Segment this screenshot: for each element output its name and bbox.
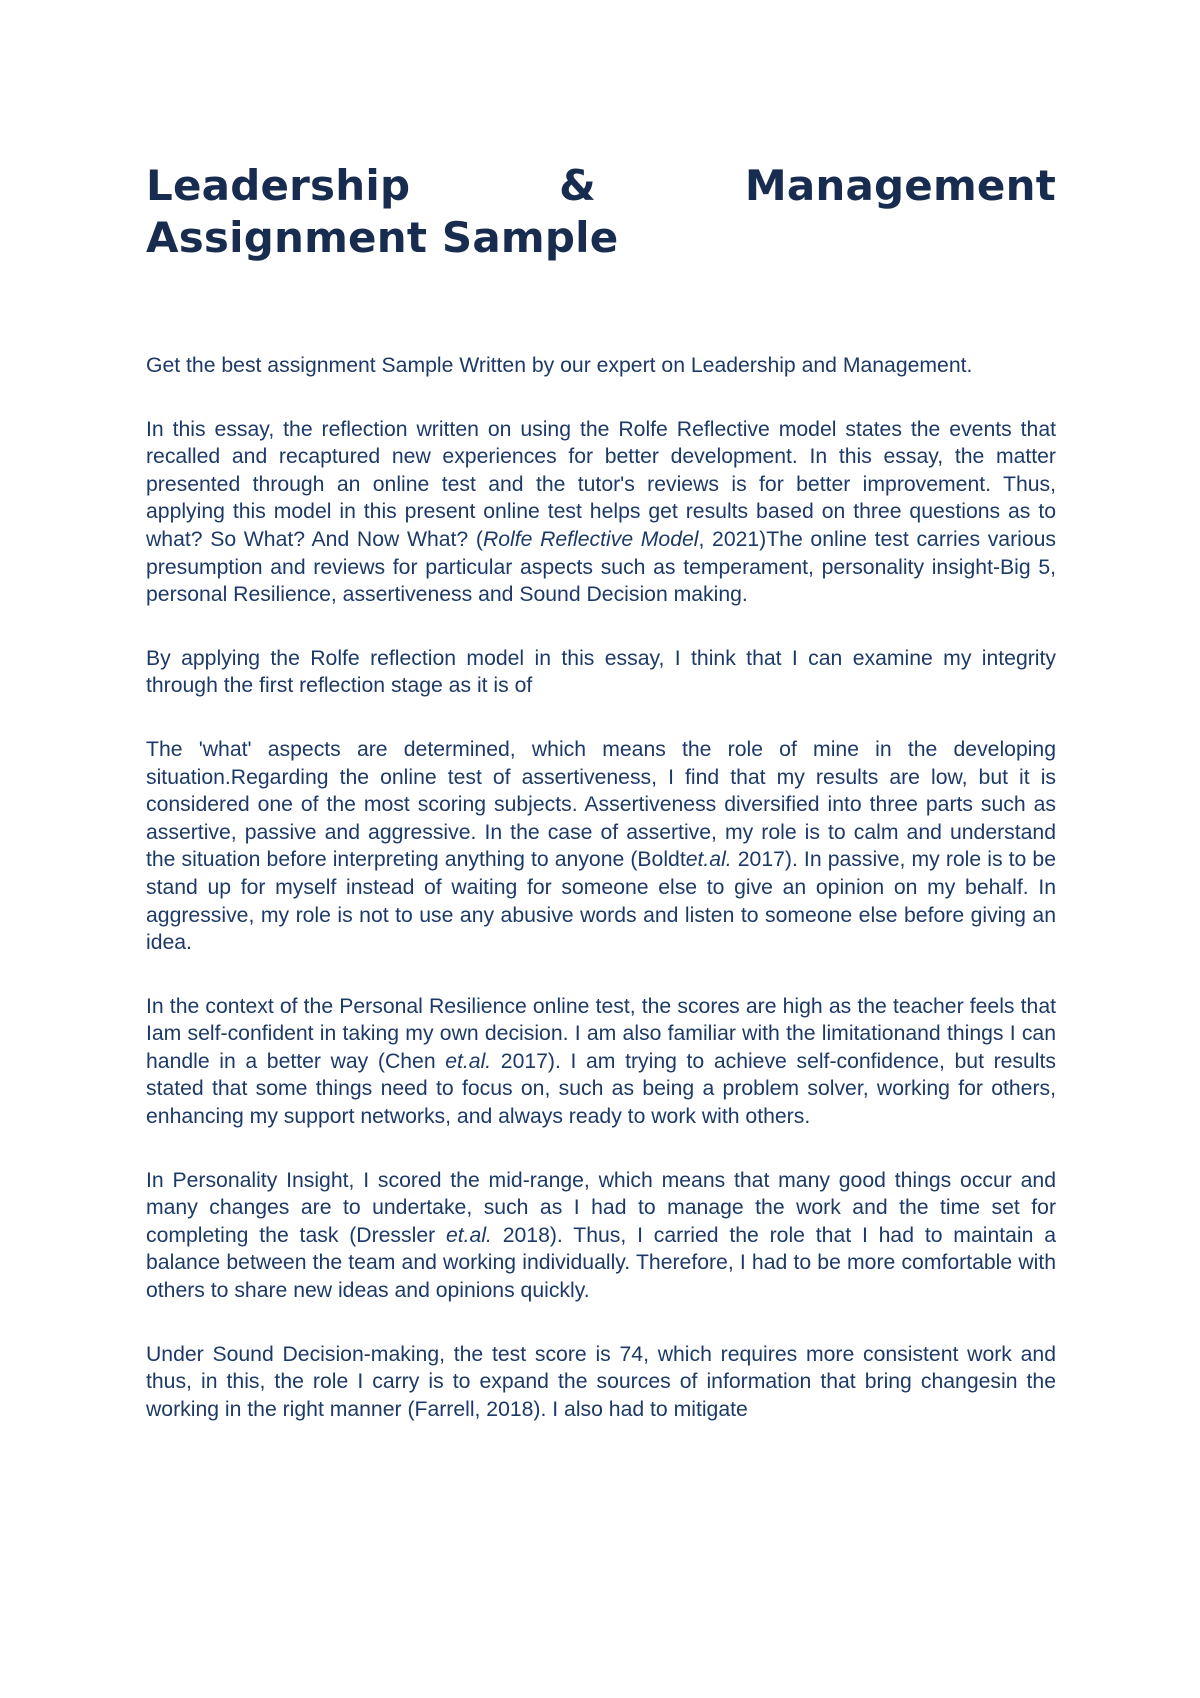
paragraph-text: In this essay, the reflection written on using the Rolfe Reflective model states the events that recalled and recaptured new experiences for better development. In this essay, the matter presented through an online test and the tutor's reviews is for better improvement. Thus, applying this model in this present online test helps get results based on three questions as to what? So What? And Now What? ( — [146, 417, 1056, 551]
paragraph-text: , 2021)The online test carries various presumption and reviews for particular aspects such as temperament, personality insight-Big 5, personal Resilience, assertiveness and Sound Decision making. — [146, 527, 1057, 607]
paragraph-text: The 'what' aspects are determined, which means the role of mine in the developing situation.Regarding the online test of assertiveness, I find that my results are low, but it is considered one of the most scoring subjects. Assertiveness diversified into three parts such as assertive, passive and aggressive. In the case of assertive, my role is to calm and understand the situation before interpreting anything to anyone (Boldt — [146, 737, 1056, 872]
intro-paragraph — [146, 352, 1056, 380]
citation-italic: Rolfe Reflective Model — [482, 527, 699, 551]
decision-making-paragraph — [146, 1341, 1056, 1424]
resilience-paragraph — [146, 993, 1056, 1131]
paragraph-text: Under Sound Decision-making, the test score is 74, which requires more consistent work and thus, in this, the role I carry is to expand the sources of information that bring changesin the working in the right manner (Farrell, 2018). I also had to mitigate — [146, 1342, 1056, 1421]
paragraph-text: In Personality Insight, I scored the mid-range, which means that many good things occur and many changes are to undertake, such as I had to manage the work and the time set for completing the task (Dressler — [146, 1168, 1056, 1247]
paragraph-text: 2018). Thus, I carried the role that I had to maintain a balance between the team and working individually. Therefore, I had to be more comfortable with others to share new ideas and opinions quickly. — [146, 1223, 1056, 1303]
paragraph-text: In the context of the Personal Resilience online test, the scores are high as the teacher feels that Iam self-confident in taking my own decision. I am also familiar with the limitationand things I can handle in a better way (Chen — [146, 994, 1056, 1073]
citation-italic: et.al. — [445, 1223, 492, 1247]
citation-italic: et.al. — [445, 1049, 492, 1073]
paragraph-text: 2017). I am trying to achieve self-confidence, but results stated that some things need to focus on, such as being a problem solver, working for others, enhancing my support networks, and always ready to work with others. — [146, 1049, 1056, 1129]
citation-italic: et.al. — [685, 848, 732, 872]
document-page — [146, 160, 1056, 1459]
paragraph-text: Get the best assignment Sample Written by our expert on Leadership and Management. — [146, 354, 973, 377]
document-body — [146, 352, 1056, 1423]
rolfe-model-paragraph — [146, 416, 1056, 609]
paragraph-text: By applying the Rolfe reflection model in this essay, I think that I can examine my integrity through the first reflection stage as it is of — [146, 646, 1056, 698]
assertiveness-paragraph — [146, 736, 1056, 957]
paragraph-text: 2017). In passive, my role is to be stand up for myself instead of waiting for someone else to give an opinion on my behalf. In aggressive, my role is not to use any abusive words and listen to someone else before giving an idea. — [146, 848, 1056, 955]
personality-insight-paragraph — [146, 1167, 1056, 1305]
document-title: Leadership & Management Assignment Sample — [146, 161, 1056, 262]
reflection-stage-paragraph — [146, 645, 1056, 700]
